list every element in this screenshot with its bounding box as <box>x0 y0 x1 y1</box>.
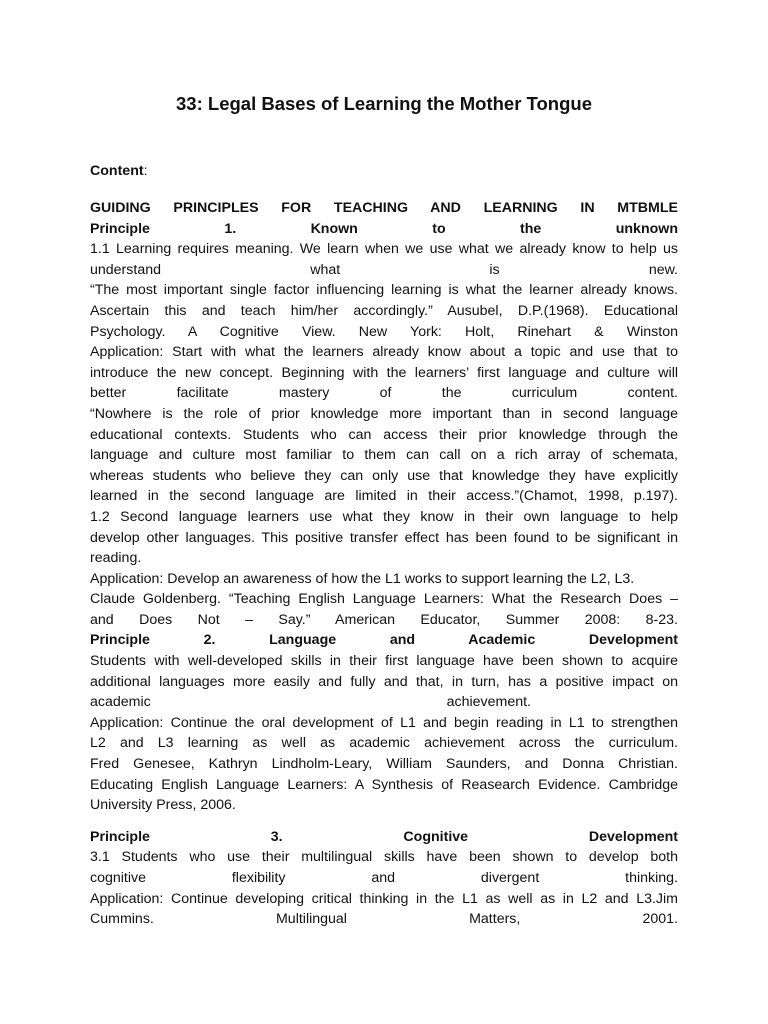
text-line: Ascertain this and teach him/her accordingly.” Ausubel, D.P.(1968). Educational <box>90 302 678 319</box>
text-line: introduce the new concept. Beginning with the learners’ first language and culture will <box>90 364 678 381</box>
text-line: Claude Goldenberg. “Teaching English Language Learners: What the Research Does – <box>90 591 678 608</box>
text-line: “Nowhere is the role of prior knowledge more important than in second language <box>90 405 678 422</box>
document-page <box>90 90 678 930</box>
text-line: better facilitate mastery of the curriculum content. <box>90 385 678 402</box>
text-line: L2 and L3 learning as well as academic achievement across the curriculum. <box>90 735 678 752</box>
heading-line: Principle 1. Known to the unknown <box>90 220 678 237</box>
page-title: 33: Legal Bases of Learning the Mother Tongue <box>176 93 592 114</box>
text-line: develop other languages. This positive transfer effect has been found to be significant in <box>90 529 678 546</box>
text-line: whereas students who believe they can only use that knowledge they have explicitly <box>90 467 678 484</box>
text-line: Application: Continue the oral development of L1 and begin reading in L1 to strengthen <box>90 714 678 731</box>
heading-line: GUIDING PRINCIPLES FOR TEACHING AND LEARNING IN MTBMLE <box>90 200 678 216</box>
text-line: “The most important single factor influencing learning is what the learner already knows. <box>90 282 678 299</box>
text-line: academic achievement. <box>90 694 531 711</box>
text-line: University Press, 2006. <box>90 797 236 814</box>
text-line: Educating English Language Learners: A Synthesis of Reasearch Evidence. Cambridge <box>90 776 678 793</box>
text-line: understand what is new. <box>90 261 678 278</box>
text-line: learned in the second language are limited in their access.”(Chamot, 1998, p.197). <box>90 488 678 505</box>
text-line: educational contexts. Students who can access their prior knowledge through the <box>90 426 678 443</box>
text-line: Application: Develop an awareness of how the L1 works to support learning the L2, L3. <box>90 570 635 587</box>
paragraph-gap <box>90 816 678 827</box>
heading-line: Principle 2. Language and Academic Development <box>90 632 678 649</box>
content-label <box>90 161 678 181</box>
text-line: Students with well-developed skills in their first language have been shown to acquire <box>90 653 678 670</box>
text-line: language and culture most familiar to them can call on a rich array of schemata, <box>90 447 678 464</box>
text-line: 3.1 Students who use their multilingual skills have been shown to develop both <box>90 849 678 866</box>
text-line: 1.2 Second language learners use what they know in their own language to help <box>90 508 678 525</box>
heading-line: Principle 3. Cognitive Development <box>90 828 678 845</box>
content-label-text: Content <box>90 163 144 179</box>
text-line: additional languages more easily and fully and that, in turn, has a positive impact on <box>90 673 678 690</box>
content-label-colon: : <box>143 163 148 179</box>
text-line: Application: Continue developing critical thinking in the L1 as well as in L2 and L3.Jim <box>90 890 678 907</box>
text-line: and Does Not – Say.” American Educator, Summer 2008: 8-23. <box>90 611 678 628</box>
text-line: reading. <box>90 550 142 567</box>
document-body <box>90 198 678 930</box>
text-line: Application: Start with what the learners already know about a topic and use that to <box>90 344 678 361</box>
text-line: cognitive flexibility and divergent thinking. <box>90 870 678 886</box>
text-line: Psychology. A Cognitive View. New York: Holt, Rinehart & Winston <box>90 323 678 340</box>
text-line: Fred Genesee, Kathryn Lindholm-Leary, William Saunders, and Donna Christian. <box>90 756 678 773</box>
text-line: 1.1 Learning requires meaning. We learn when we use what we already know to help us <box>90 241 678 258</box>
text-line: Cummins. Multilingual Matters, 2001. <box>90 911 678 928</box>
